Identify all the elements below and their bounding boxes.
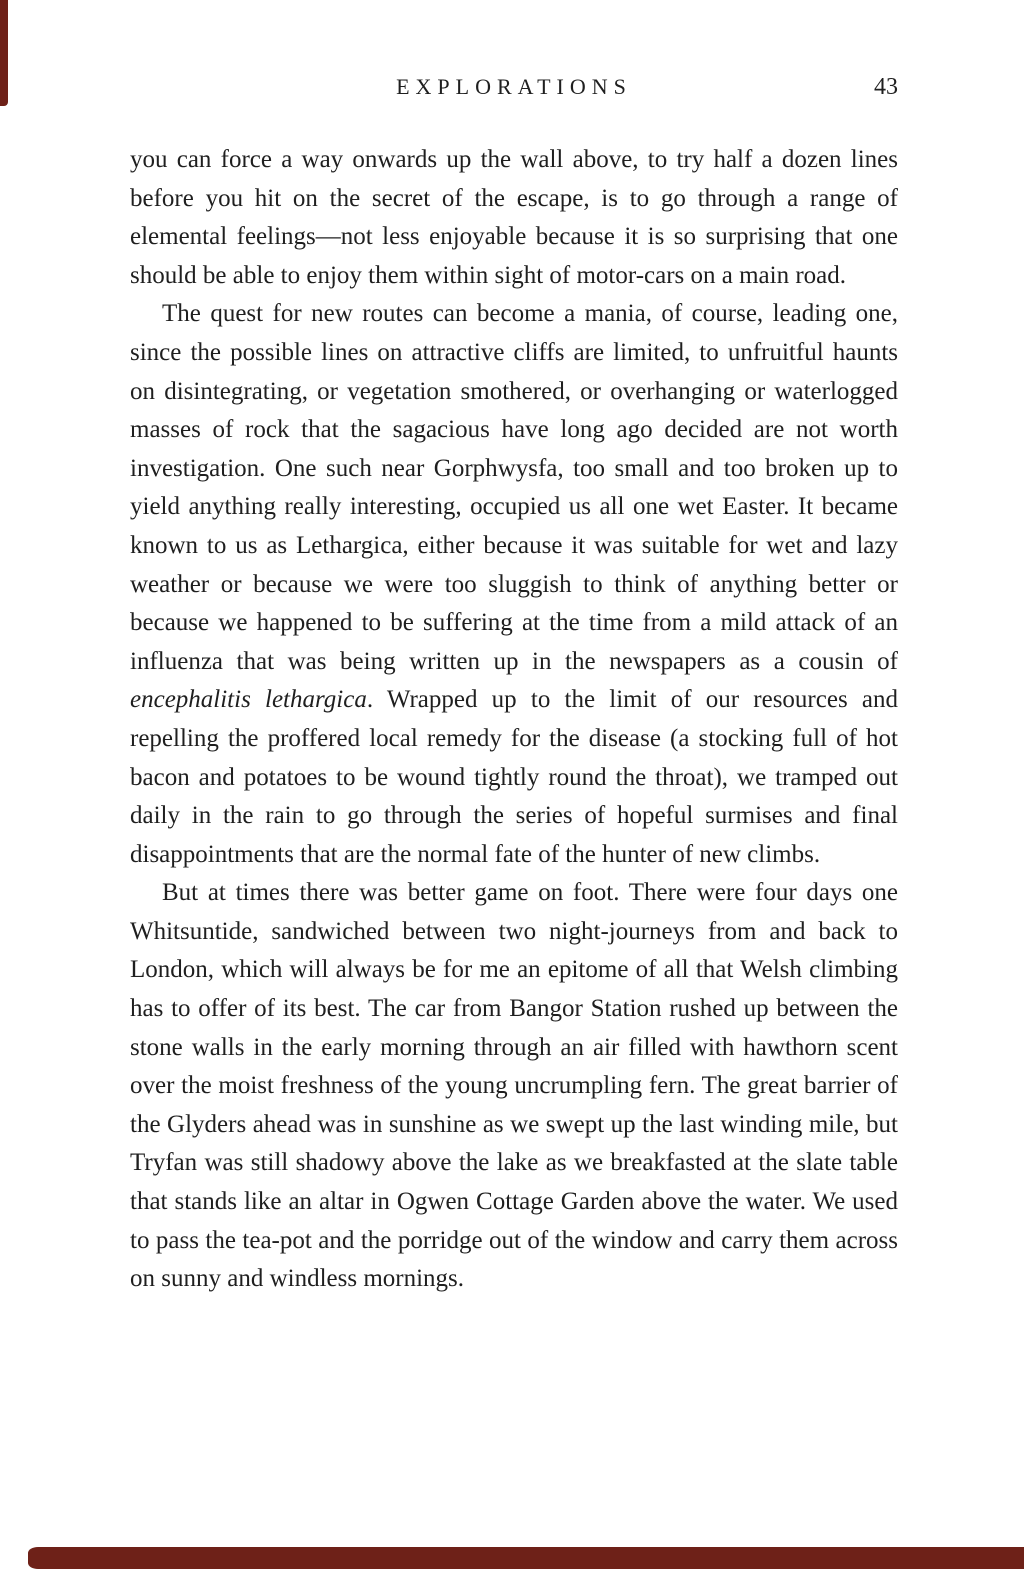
text-segment: The quest for new routes can become a mania, of course, leading one, since the possible lines on attractive cliffs are limited, to unfruitful haunts on disintegrating, or vegetation smothered, or overhanging or waterlogged masses of rock that the sagacious have long ago decided are not worth investigation. One such near Gorphwysfa, too small and too broken up to yield anything really interesting, occupied us all one wet Easter. It became known to us as Lethargica, either because it was suitable for wet and lazy weather or because we were too sluggish to think of anything better or because we happened to be suffering at the time from a mild attack of an influenza that was being written up in the newspapers as a cousin of	[130, 300, 898, 675]
text-segment: But at times there was better game on foot. There were four days one Whitsuntide, sandwiched between two night-journeys from and back to London, which will always be for me an epitome of all that Welsh climbing has to offer of its best. The car from Bangor Station rushed up between the stone walls in the early morning through an air filled with hawthorn scent over the moist freshness of the young uncrumpling fern. The great barrier of the Glyders ahead was in sunshine as we swept up the last winding mile, but Tryfan was still shadowy above the lake as we breakfasted at the slate table that stands like an altar in Ogwen Cottage Garden above the water. We used to pass the tea-pot and the porridge out of the window and carry them across on sunny and windless mornings.	[130, 879, 898, 1293]
text-segment: you can force a way onwards up the wall above, to try half a dozen lines before you hit on the secret of the escape, is to go through a range of elemental feelings—not less enjoyable because it is so surprising that one should be able to enjoy them within sight of motor-cars on a main road.	[130, 146, 898, 289]
scan-edge-artifact-left	[0, 0, 8, 106]
paragraph-1	[130, 141, 898, 295]
paragraph-2	[130, 295, 898, 874]
paragraph-3	[130, 874, 898, 1299]
text-segment: . Wrapped up to the limit of our resources and repelling the proffered local remedy for the disease (a stocking full of hot bacon and potatoes to be wound tightly round the throat), we tramped out daily in the rain to go through the series of hopeful surmises and final disappointments that are the normal fate of the hunter of new climbs.	[130, 686, 898, 868]
body-text-block	[130, 141, 898, 1299]
chapter-title: EXPLORATIONS	[396, 74, 632, 99]
running-head	[130, 74, 898, 108]
scan-edge-artifact-bottom	[28, 1547, 1024, 1569]
page-number: 43	[874, 74, 898, 100]
italic-text-segment: encephalitis lethargica	[130, 686, 367, 714]
